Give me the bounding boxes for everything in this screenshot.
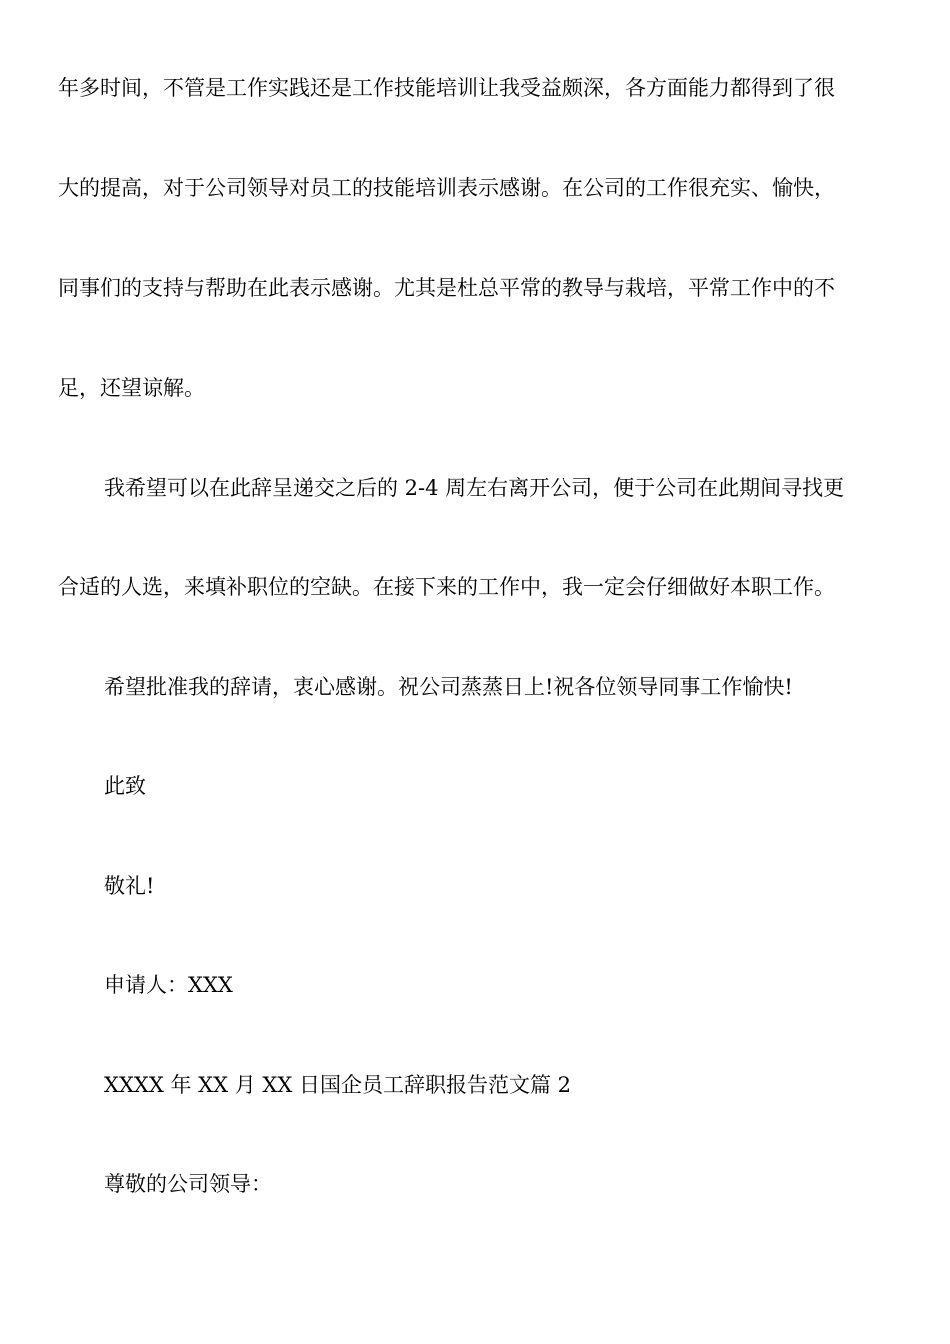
date-and-next-title: XXXX 年 XX 月 XX 日国企员工辞职报告范文篇 2 xyxy=(104,1073,572,1097)
closing-regards: 敬礼! xyxy=(104,874,155,898)
body-text-line: 我希望可以在此辞呈递交之后的 2-4 周左右离开公司，便于公司在此期间寻找更 xyxy=(104,476,845,500)
body-text-line: 年多时间，不管是工作实践还是工作技能培训让我受益颇深，各方面能力都得到了很 xyxy=(58,76,835,100)
body-text-line: 足，还望谅解。 xyxy=(58,376,205,400)
applicant-signature: 申请人：XXX xyxy=(104,973,233,997)
body-text-line: 同事们的支持与帮助在此表示感谢。尤其是杜总平常的教导与栽培，平常工作中的不 xyxy=(58,276,835,300)
body-text-line: 大的提高，对于公司领导对员工的技能培训表示感谢。在公司的工作很充实、愉快， xyxy=(58,176,835,200)
letter-greeting: 尊敬的公司领导： xyxy=(104,1172,272,1196)
closing-wishes: 希望批准我的辞请，衷心感谢。祝公司蒸蒸日上!祝各位领导同事工作愉快! xyxy=(104,675,793,699)
body-text-line: 合适的人选，来填补职位的空缺。在接下来的工作中，我一定会仔细做好本职工作。 xyxy=(58,575,835,599)
closing-salutation: 此致 xyxy=(104,774,146,798)
